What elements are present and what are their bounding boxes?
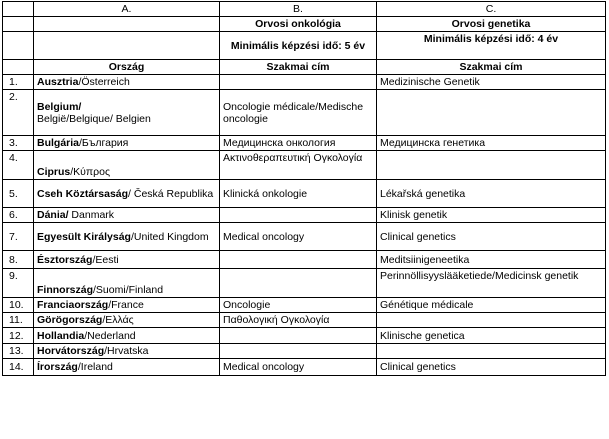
country-name-native: /Suomi/Finland bbox=[93, 284, 164, 296]
row-number: 7. bbox=[3, 223, 34, 251]
country-name-native: /Ελλάς bbox=[102, 314, 134, 326]
table-row bbox=[3, 180, 606, 208]
country-name-hu: Egyesült Királyság bbox=[37, 230, 131, 243]
specialty-b: Orvosi onkológia bbox=[220, 17, 377, 32]
title-genetics: Clinical genetics bbox=[377, 223, 606, 251]
country-cell bbox=[34, 359, 220, 376]
title-oncology: Oncologie bbox=[220, 298, 377, 313]
country-name-hu: Írország bbox=[37, 361, 78, 373]
country-name-native: /United Kingdom bbox=[130, 230, 209, 243]
title-genetics: Klinisk genetik bbox=[377, 208, 606, 223]
country-name-hu: Ausztria bbox=[37, 76, 79, 88]
table-row bbox=[3, 269, 606, 298]
title-oncology bbox=[220, 328, 377, 344]
row-number: 14. bbox=[3, 359, 34, 376]
title-genetics bbox=[377, 151, 606, 180]
row-number: 9. bbox=[3, 269, 34, 298]
country-name-native: /Hrvatska bbox=[104, 345, 149, 357]
country-cell bbox=[34, 344, 220, 359]
title-genetics: Clinical genetics bbox=[377, 359, 606, 376]
country-name-hu: Észtország bbox=[37, 253, 93, 266]
table-row bbox=[3, 223, 606, 251]
table-row bbox=[3, 75, 606, 90]
title-genetics bbox=[377, 90, 606, 136]
country-name-hu: Hollandia bbox=[37, 329, 85, 342]
column-letter-a: A. bbox=[34, 2, 220, 17]
country-name-native: / Česká Republika bbox=[128, 187, 214, 200]
header-title-c: Szakmai cím bbox=[377, 60, 606, 75]
country-cell bbox=[34, 180, 220, 208]
table-row bbox=[3, 208, 606, 223]
country-cell bbox=[34, 251, 220, 269]
table-row bbox=[3, 136, 606, 151]
specialty-table bbox=[2, 1, 606, 376]
title-oncology bbox=[220, 208, 377, 223]
title-oncology bbox=[220, 251, 377, 269]
training-row bbox=[3, 32, 606, 60]
country-name-native: /France bbox=[108, 299, 144, 311]
column-letter-c: C. bbox=[377, 2, 606, 17]
corner-cell bbox=[3, 2, 34, 17]
country-name-hu: Finnország bbox=[37, 284, 94, 296]
table-row bbox=[3, 251, 606, 269]
title-oncology: Медицинска онкология bbox=[220, 136, 377, 151]
header-title-b: Szakmai cím bbox=[220, 60, 377, 75]
table-row bbox=[3, 359, 606, 376]
country-name-hu: Görögország bbox=[37, 314, 103, 326]
country-cell bbox=[34, 90, 220, 136]
title-genetics: Klinische genetica bbox=[377, 328, 606, 344]
country-name-native: /България bbox=[79, 137, 129, 149]
header-row bbox=[3, 60, 606, 75]
country-cell bbox=[34, 298, 220, 313]
row-number: 12. bbox=[3, 328, 34, 344]
table-row bbox=[3, 298, 606, 313]
title-oncology: Klinická onkologie bbox=[220, 180, 377, 208]
country-name-hu: Cseh Köztársaság bbox=[37, 187, 129, 200]
country-cell bbox=[34, 313, 220, 328]
country-name-native: België/Belgique/ Belgien bbox=[37, 112, 151, 125]
country-name-hu: Horvátország bbox=[37, 345, 105, 357]
row-number: 13. bbox=[3, 344, 34, 359]
title-oncology: Ακτινοθεραπευτική Ογκολογία bbox=[220, 151, 377, 180]
title-genetics: Perinnöllisyyslääketiede/Medicinsk genetik bbox=[377, 269, 606, 298]
row-number: 10. bbox=[3, 298, 34, 313]
header-country: Ország bbox=[34, 60, 220, 75]
title-genetics: Медицинска генетика bbox=[377, 136, 606, 151]
table-row bbox=[3, 90, 606, 136]
country-name-native: /Österreich bbox=[78, 76, 130, 88]
title-oncology: Medical oncology bbox=[220, 359, 377, 376]
column-letter-row bbox=[3, 2, 606, 17]
specialty-c: Orvosi genetika bbox=[377, 17, 606, 32]
row-number: 11. bbox=[3, 313, 34, 328]
row-number: 1. bbox=[3, 75, 34, 90]
country-cell bbox=[34, 328, 220, 344]
row-number: 6. bbox=[3, 208, 34, 223]
title-oncology bbox=[220, 344, 377, 359]
country-cell bbox=[34, 151, 220, 180]
country-cell bbox=[34, 208, 220, 223]
table-row bbox=[3, 344, 606, 359]
country-name-native: /Eesti bbox=[92, 253, 119, 266]
country-cell bbox=[34, 75, 220, 90]
country-name-native: /Nederland bbox=[84, 329, 136, 342]
title-genetics: Meditsiinigeneetika bbox=[377, 251, 606, 269]
row-number: 4. bbox=[3, 151, 34, 180]
table-row bbox=[3, 313, 606, 328]
country-cell bbox=[34, 223, 220, 251]
country-cell bbox=[34, 136, 220, 151]
country-name-hu: Dánia/ bbox=[37, 209, 69, 221]
country-name-hu: Ciprus bbox=[37, 166, 71, 178]
specialty-row bbox=[3, 17, 606, 32]
title-oncology: Παθολογική Ογκολογία bbox=[220, 313, 377, 328]
country-name-hu: Belgium/ bbox=[37, 100, 82, 113]
row-number: 3. bbox=[3, 136, 34, 151]
country-cell bbox=[34, 269, 220, 298]
title-oncology: Oncologie médicale/Medische oncologie bbox=[220, 90, 377, 136]
title-genetics: Lékařská genetika bbox=[377, 180, 606, 208]
title-oncology: Medical oncology bbox=[220, 223, 377, 251]
table-row bbox=[3, 328, 606, 344]
column-letter-b: B. bbox=[220, 2, 377, 17]
title-genetics bbox=[377, 344, 606, 359]
title-oncology bbox=[220, 75, 377, 90]
title-genetics: Génétique médicale bbox=[377, 298, 606, 313]
country-name-native: Danmark bbox=[68, 209, 115, 221]
country-name-native: /Κύπρος bbox=[70, 166, 111, 178]
row-number: 8. bbox=[3, 251, 34, 269]
table-row bbox=[3, 151, 606, 180]
country-name-hu: Franciaország bbox=[37, 299, 109, 311]
training-c: Minimális képzési idő: 4 év bbox=[377, 32, 606, 60]
country-name-native: /Ireland bbox=[77, 361, 113, 373]
row-number: 5. bbox=[3, 180, 34, 208]
title-genetics: Medizinische Genetik bbox=[377, 75, 606, 90]
country-name-hu: Bulgária bbox=[37, 137, 80, 149]
training-b: Minimális képzési idő: 5 év bbox=[220, 32, 377, 60]
title-genetics bbox=[377, 313, 606, 328]
title-oncology bbox=[220, 269, 377, 298]
row-number: 2. bbox=[3, 90, 34, 136]
